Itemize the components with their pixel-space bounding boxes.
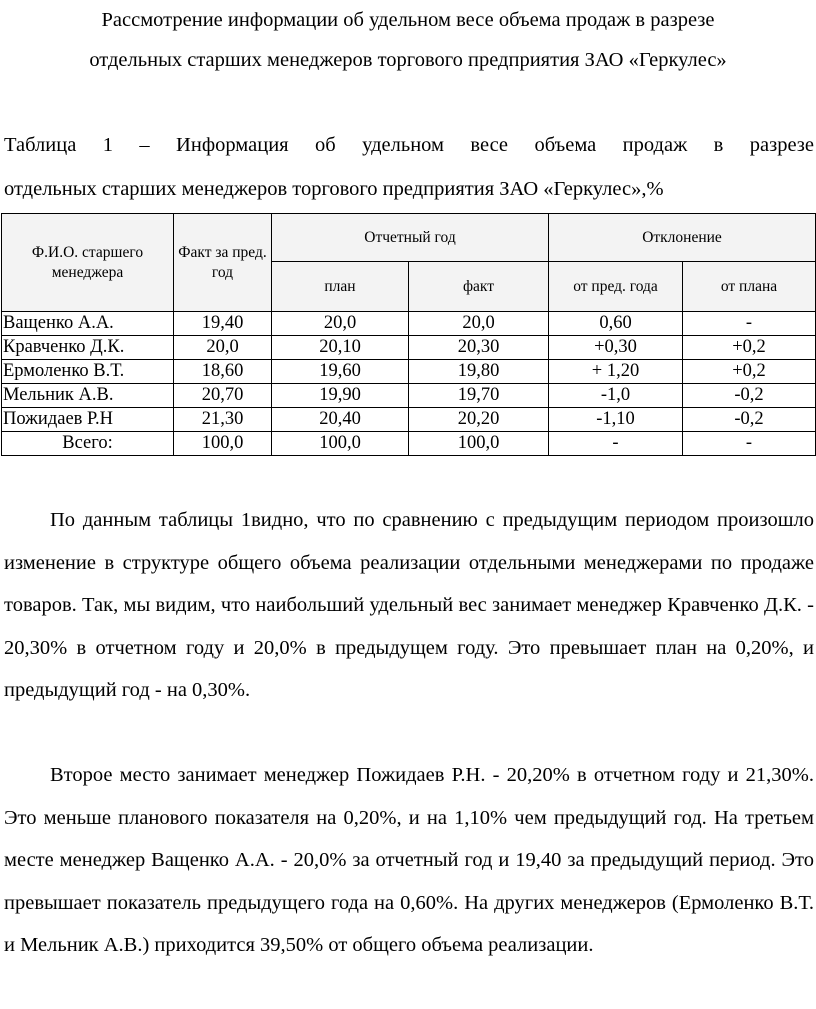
cell-plan: 19,60: [272, 360, 409, 384]
cell-total-from-plan: -: [683, 432, 816, 456]
cell-from-plan: +0,2: [683, 360, 816, 384]
table-total-row: [2, 432, 816, 456]
cell-name: Мельник А.В.: [2, 384, 174, 408]
cell-plan: 20,0: [272, 312, 409, 336]
cell-from-prev: -1,10: [549, 408, 683, 432]
header-fact: факт: [409, 262, 549, 312]
header-prev-year: Факт за пред. год: [174, 214, 272, 312]
heading-line-2: отдельных старших менеджеров торгового предприятия ЗАО «Геркулес»: [89, 49, 727, 71]
caption-line-1: Таблица 1 – Информация об удельном весе объема продаж в разрезе: [4, 134, 814, 156]
table-row: [2, 312, 816, 336]
header-plan: план: [272, 262, 409, 312]
page-heading: [0, 0, 816, 80]
paragraph-2: [4, 754, 814, 967]
paragraph-2-text: Второе место занимает менеджер Пожидаев Р.Н. - 20,20% в отчетном году и 21,30%. Это меньше планового показателя на 0,20%, и на 1,10% чем предыдущий год. На третьем месте менеджер Ващенко А.А. - 20,0% за отчетный год и 19,40 за предыдущий период. Это превышает показатель предыдущего года на 0,60%. На других менеджеров (Ермоленко В.Т. и Мельник А.В.) приходится 39,50% от общего объема реализации.: [4, 764, 814, 956]
cell-total-from-prev: -: [549, 432, 683, 456]
table-caption: [4, 123, 814, 211]
cell-total-fact: 100,0: [409, 432, 549, 456]
header-name: Ф.И.О. старшего менеджера: [2, 214, 174, 312]
sales-share-table: [1, 213, 816, 456]
cell-from-plan: -0,2: [683, 384, 816, 408]
header-deviation: Отклонение: [549, 214, 816, 262]
cell-from-prev: -1,0: [549, 384, 683, 408]
cell-fact: 19,80: [409, 360, 549, 384]
cell-fact: 20,20: [409, 408, 549, 432]
heading-line-1: Рассмотрение информации об удельном весе объема продаж в разрезе: [101, 9, 715, 31]
table-row: [2, 336, 816, 360]
cell-plan: 20,10: [272, 336, 409, 360]
cell-from-prev: + 1,20: [549, 360, 683, 384]
cell-from-plan: -: [683, 312, 816, 336]
paragraph-1-text: По данным таблицы 1видно, что по сравнению с предыдущим периодом произошло изменение в структуре общего объема реализации отдельными менеджерами по продаже товаров. Так, мы видим, что наибольший удельный вес занимает менеджер Кравченко Д.К. - 20,30% в отчетном году и 20,0% в предыдущем году. Это превышает план на 0,20%, и предыдущий год - на 0,30%.: [4, 509, 814, 701]
cell-from-plan: +0,2: [683, 336, 816, 360]
cell-name: Пожидаев Р.Н: [2, 408, 174, 432]
cell-total-label: Всего:: [2, 432, 174, 456]
caption-line-2: отдельных старших менеджеров торгового предприятия ЗАО «Геркулес»,%: [4, 178, 664, 200]
cell-name: Кравченко Д.К.: [2, 336, 174, 360]
cell-name: Ващенко А.А.: [2, 312, 174, 336]
cell-from-prev: 0,60: [549, 312, 683, 336]
table-row: [2, 384, 816, 408]
cell-from-prev: +0,30: [549, 336, 683, 360]
cell-plan: 19,90: [272, 384, 409, 408]
header-report-year: Отчетный год: [272, 214, 549, 262]
cell-prev: 19,40: [174, 312, 272, 336]
header-from-prev: от пред. года: [549, 262, 683, 312]
table-row: [2, 360, 816, 384]
paragraph-1: [4, 499, 814, 712]
header-from-plan: от плана: [683, 262, 816, 312]
cell-fact: 20,30: [409, 336, 549, 360]
cell-prev: 20,0: [174, 336, 272, 360]
cell-name: Ермоленко В.Т.: [2, 360, 174, 384]
cell-fact: 20,0: [409, 312, 549, 336]
cell-fact: 19,70: [409, 384, 549, 408]
table-row: [2, 408, 816, 432]
cell-plan: 20,40: [272, 408, 409, 432]
cell-total-plan: 100,0: [272, 432, 409, 456]
cell-prev: 21,30: [174, 408, 272, 432]
cell-total-prev: 100,0: [174, 432, 272, 456]
cell-prev: 20,70: [174, 384, 272, 408]
cell-from-plan: -0,2: [683, 408, 816, 432]
cell-prev: 18,60: [174, 360, 272, 384]
